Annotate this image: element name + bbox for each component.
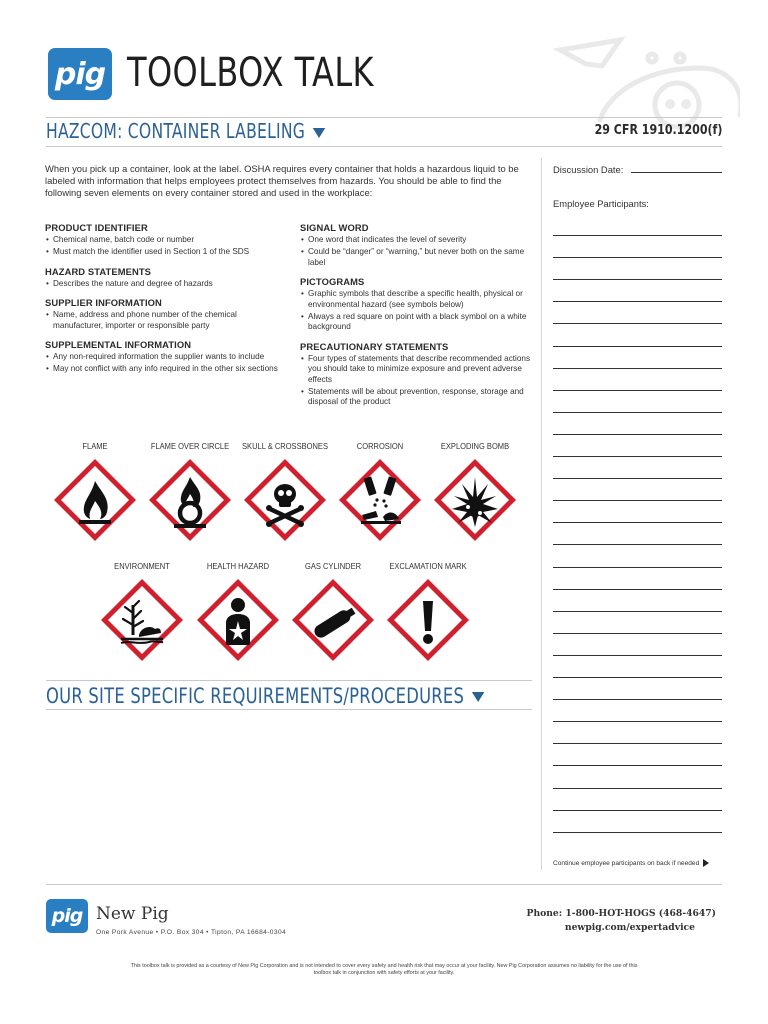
site-heading-text: OUR SITE SPECIFIC REQUIREMENTS/PROCEDURES [46,684,465,708]
footer-logo-text: pig [51,905,83,927]
participant-line[interactable] [553,368,722,369]
site-rule-bottom [46,709,532,710]
bullet-item: • Describes the nature and degree of hazards [45,279,285,290]
pictogram [188,562,288,663]
participant-line[interactable] [553,677,722,678]
participant-line[interactable] [553,832,722,833]
participant-line[interactable] [553,699,722,700]
participant-line[interactable] [553,788,722,789]
participant-line[interactable] [553,633,722,634]
pictogram [283,562,383,663]
participants-label: Employee Participants: [553,198,649,209]
label-element-title: SIGNAL WORD [300,222,369,233]
flame-icon [52,457,138,543]
sidebar-divider [541,158,542,870]
pictogram-label: EXPLODING BOMB [440,442,510,451]
bullet-item: • Any non-required information the supplier wants to include [45,352,285,363]
header-rule-top [46,117,722,118]
participant-line[interactable] [553,257,722,258]
continue-note-text: Continue employee participants on back if needed [553,859,700,867]
label-element [45,297,285,331]
participant-line[interactable] [553,810,722,811]
participant-line[interactable] [553,611,722,612]
discussion-date-field[interactable] [631,172,722,173]
footer-rule [46,884,722,885]
label-element [45,266,285,290]
intro-paragraph: When you pick up a container, look at the label. OSHA requires every container that holds a hazardous liquid to be labeled with information that helps employees protect themselves from hazards. You should be able to find the following seven elements on every container stored and used in the workplace: [45,163,519,198]
bullet-item: • Four types of statements that describe recommended actions you should take to minimize exposure and prevent adverse effects [300,354,535,386]
pictogram-label: GAS CYLINDER [304,562,362,571]
triangle-right-icon [703,859,709,867]
participant-line[interactable] [553,567,722,568]
continue-note [553,859,709,867]
participant-line[interactable] [553,655,722,656]
pig-watermark-icon [540,20,740,130]
bullet-item: • Graphic symbols that describe a specific health, physical or environmental hazard (see symbols below) [300,289,535,310]
participant-line[interactable] [553,390,722,391]
bullet-list [45,235,285,258]
bullet-item: • Could be “danger” or “warning,” but never both on the same label [300,247,535,268]
company-address: One Pork Avenue • P.O. Box 304 • Tipton, PA 16684-0304 [96,929,287,936]
bullet-list [45,352,285,375]
bullet-item: • Always a red square on point with a black symbol on a white background [300,312,535,333]
label-element-title: PICTOGRAMS [300,276,365,287]
bullet-list [45,310,285,331]
environment-icon [99,577,185,663]
topic-heading [46,120,325,142]
participant-line[interactable] [553,434,722,435]
label-element-title: PRODUCT IDENTIFIER [45,222,148,233]
discussion-date-label: Discussion Date: [553,164,624,175]
company-name: New Pig [96,904,169,924]
participant-line[interactable] [553,346,722,347]
participant-line[interactable] [553,765,722,766]
triangle-down-icon [313,128,325,138]
label-element [300,276,535,333]
topic-heading-text: HAZCOM: CONTAINER LABELING [46,119,306,143]
label-element-title: PRECAUTIONARY STATEMENTS [300,340,449,352]
pictogram [92,562,192,663]
footer-pig-logo [46,899,88,933]
pictogram-label: EXCLAMATION MARK [389,562,467,571]
participant-line[interactable] [553,412,722,413]
pig-logo-text: pig [54,56,106,92]
bullet-list [45,279,285,290]
pictogram [45,442,145,543]
bullet-item: • Chemical name, batch code or number [45,235,285,246]
label-element [300,341,535,408]
participant-line[interactable] [553,279,722,280]
label-element [45,222,285,258]
pictogram-label: CORROSION [356,442,404,451]
health-hazard-icon [195,577,281,663]
participant-line[interactable] [553,301,722,302]
bullet-list [300,289,535,333]
bullet-item: • Name, address and phone number of the chemical manufacturer, importer or responsible party [45,310,285,331]
pictogram [235,442,335,543]
pictogram [378,562,478,663]
gas-cylinder-icon [290,577,376,663]
page-title: TOOLBOX TALK [127,50,374,96]
pig-logo [48,48,112,100]
label-element [300,222,535,268]
pictogram-label: FLAME [82,442,108,451]
participant-line[interactable] [553,544,722,545]
participant-line[interactable] [553,456,722,457]
label-element [45,339,285,375]
participant-line[interactable] [553,500,722,501]
participant-line[interactable] [553,721,722,722]
exploding-bomb-icon [432,457,518,543]
participant-line[interactable] [553,235,722,236]
corrosion-icon [337,457,423,543]
skull-crossbones-icon [242,457,328,543]
pictogram [140,442,240,543]
participant-line[interactable] [553,522,722,523]
bullet-item: • May not conflict with any info required in the other six sections [45,364,285,375]
pictogram-label: SKULL & CROSSBONES [242,442,328,451]
bullet-list [300,354,535,408]
label-element-title: SUPPLIER INFORMATION [45,297,162,308]
pictogram [425,442,525,543]
header-rule-bottom [46,146,722,147]
footer-web-link[interactable]: newpig.com/expertadvice [564,922,695,933]
participant-line[interactable] [553,323,722,324]
participant-line[interactable] [553,743,722,744]
regulation-reference: 29 CFR 1910.1200(f) [594,123,722,138]
label-element-title: SUPPLEMENTAL INFORMATION [45,339,192,350]
site-rule-top [46,680,532,681]
footer-phone: Phone: 1-800-HOT-HOGS (468-4647) [526,908,716,919]
pictogram-label: ENVIRONMENT [114,562,170,571]
participant-line[interactable] [553,589,722,590]
bullet-item: • Must match the identifier used in Section 1 of the SDS [45,247,285,258]
elements-left-column [45,222,285,383]
flame-over-circle-icon [147,457,233,543]
site-requirements-heading [46,684,484,708]
label-element-title: HAZARD STATEMENTS [45,265,152,277]
bullet-item: • Statements will be about prevention, response, storage and disposal of the product [300,387,535,408]
disclaimer: This toolbox talk is provided as a courtesy of New Pig Corporation and is not intended to cover every safety and health risk that may occur at your facility. New Pig Corporation assumes no liability for the use of this toolbox talk in conjunction with safety efforts at your facility. [130,963,638,976]
exclamation-mark-icon [385,577,471,663]
bullet-item: • One word that indicates the level of severity [300,235,535,246]
pictogram [330,442,430,543]
pictogram-label: HEALTH HAZARD [206,562,270,571]
elements-right-column [300,222,535,416]
participant-line[interactable] [553,478,722,479]
triangle-down-icon [472,692,484,702]
bullet-list [300,235,535,268]
pictogram-label: FLAME OVER CIRCLE [150,442,230,451]
